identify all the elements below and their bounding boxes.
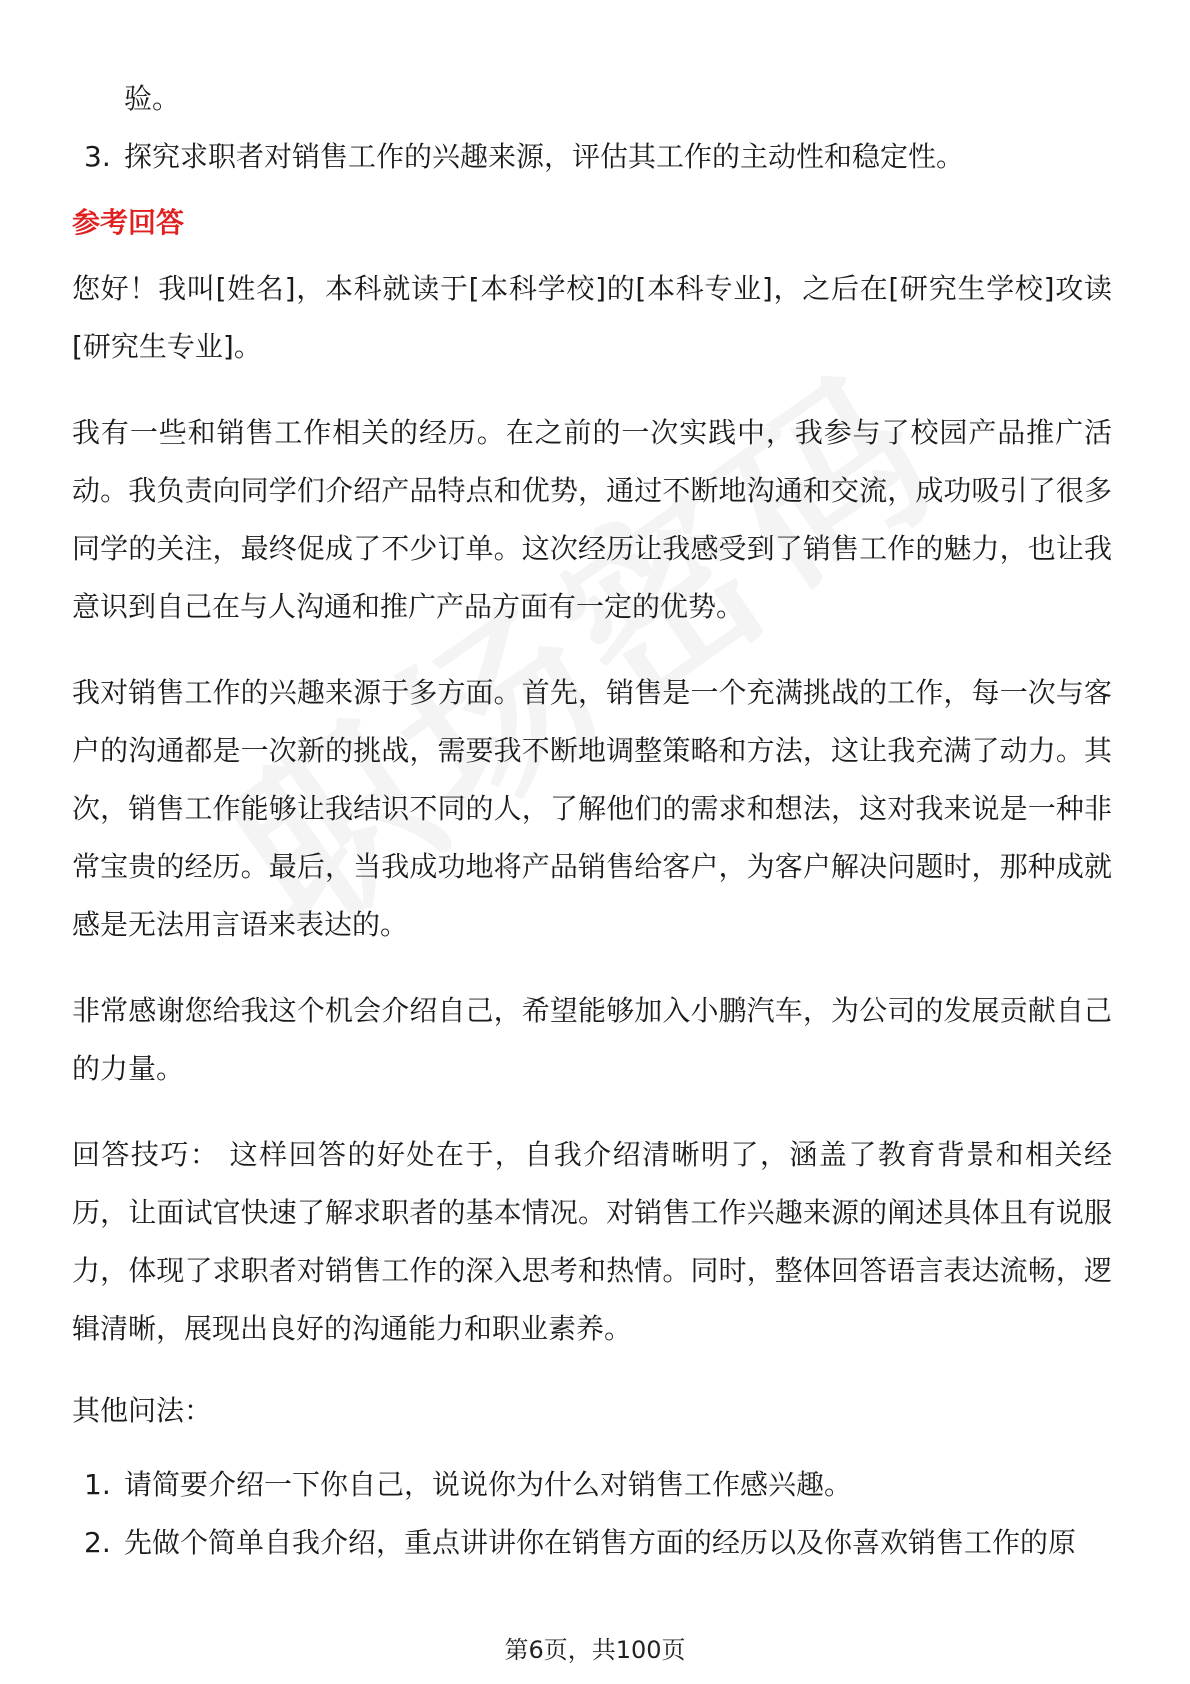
top-list — [72, 128, 1112, 186]
answer-heading: 参考回答 — [72, 206, 185, 239]
list-item — [72, 128, 1112, 186]
page-content — [72, 70, 1112, 1572]
answer-paragraph: 您好！我叫[姓名]，本科就读于[本科学校]的[本科专业]，之后在[研究生学校]攻读[研究生专业]。 — [72, 272, 1112, 363]
list-item — [72, 1514, 1112, 1572]
list-item — [72, 1456, 1112, 1514]
continuation-text: 验。 — [124, 82, 181, 115]
list-item-number: 3. — [84, 140, 111, 173]
list-item-number: 2. — [84, 1526, 111, 1559]
answer-paragraph: 我有一些和销售工作相关的经历。在之前的一次实践中，我参与了校园产品推广活动。我负责向同学们介绍产品特点和优势，通过不断地沟通和交流，成功吸引了很多同学的关注，最终促成了不少订单。这次经历让我感受到了销售工作的魅力，也让我意识到自己在与人沟通和推广产品方面有一定的优势。 — [72, 416, 1112, 623]
list-item-number: 1. — [84, 1468, 111, 1501]
list-item-text: 先做个简单自我介绍，重点讲讲你在销售方面的经历以及你喜欢销售工作的原 — [124, 1526, 1077, 1559]
list-item-text: 探究求职者对销售工作的兴趣来源，评估其工作的主动性和稳定性。 — [124, 140, 965, 173]
other-questions-list — [72, 1456, 1112, 1572]
tips-paragraph: 回答技巧： 这样回答的好处在于，自我介绍清晰明了，涵盖了教育背景和相关经历，让面试官快速了解求职者的基本情况。对销售工作兴趣来源的阐述具体且有说服力，体现了求职者对销售工作的深入思考和热情。同时，整体回答语言表达流畅，逻辑清晰，展现出良好的沟通能力和职业素养。 — [72, 1138, 1112, 1345]
list-item-text: 请简要介绍一下你自己，说说你为什么对销售工作感兴趣。 — [124, 1468, 853, 1501]
other-questions-heading: 其他问法： — [72, 1394, 213, 1427]
page-footer: 第6页，共100页 — [504, 1636, 686, 1664]
answer-paragraph: 我对销售工作的兴趣来源于多方面。首先，销售是一个充满挑战的工作，每一次与客户的沟通都是一次新的挑战，需要我不断地调整策略和方法，这让我充满了动力。其次，销售工作能够让我结识不同的人，了解他们的需求和想法，这对我来说是一种非常宝贵的经历。最后，当我成功地将产品销售给客户，为客户解决问题时，那种成就感是无法用言语来表达的。 — [72, 676, 1112, 941]
answer-paragraph: 非常感谢您给我这个机会介绍自己，希望能够加入小鹏汽车，为公司的发展贡献自己的力量。 — [72, 994, 1112, 1085]
